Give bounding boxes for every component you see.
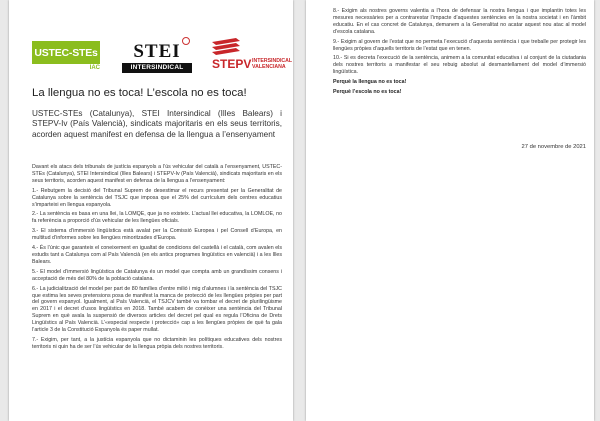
body-paragraph: 5.- El model d’immersió lingüística de Catalunya és un model que compta amb un grandíssim consens i acceptació de més del 80% de la població catalana.	[32, 268, 282, 282]
document-page-right	[306, 0, 594, 421]
document-page-left	[9, 0, 293, 421]
stei-logo	[122, 41, 192, 75]
body-paragraph: 10.- Si es decreta l’execució de la sentència, animem a la comunitat educativa i al conjunt de la ciutadania dels nostres territoris a manifestar el seu rebuig absolut al desmantellament del model d’immersió lingüística.	[333, 55, 586, 76]
body-paragraph: 6.- La judicialització del model per part de 80 famílies d’entre milió i mig d’alumnes i la sentència del TSJC que estima les seves pretensions posa de manifest la manca de protecció de les llengües pròpies per part del govern espanyol. Igualment, al País Valencià, el TSJCV també va tombar el decret de plurilingüisme en 2017 i el decret d’usos lingüístics en 2018. També acabem de conèixer una sentència del Tribunal Suprem en què avala la suspensió de diversos articles del decret pel qual es regula l’Oficina de Drets Lingüístics al País Valencià. L’«especial respecte i protecció» cap a les llengües pròpies de què fa gala l’article 3 de la Constitució Espanyola és paper mullat.	[32, 285, 282, 334]
right-body	[333, 8, 586, 99]
body-paragraph: 4.- És l’únic que garanteix el coneixement en igualtat de condicions del castellà i el català, com avalen els estudis tant a Catalunya com al País Valencià (en els antics programes lingüístics en valencià) i a les Illes Balears.	[32, 245, 282, 265]
body-paragraph: 2.- La sentència es basa en una llei, la LOMQE, que ja no existeix. L’actual llei educativa, la LOMLOE, no fa referència a proporció d’ús vehicular de les llengües oficials.	[32, 211, 282, 225]
closing-line: Perquè la llengua no es toca!	[333, 79, 407, 86]
left-body	[32, 164, 282, 354]
ustec-logo-sub: IAC	[89, 65, 100, 71]
stei-mark-icon	[182, 37, 190, 45]
document-date: 27 de novembre de 2021	[521, 144, 586, 150]
ustec-logo-text: USTEC-STEs	[32, 41, 100, 64]
body-paragraph: Davant els atacs dels tribunals de justícia espanyols a l’ús vehicular del català a l’ensenyament, USTEC-STEs (Catalunya), STEI Intersindical (Illes Balears) i STEPV-Iv (País Valencià), sindicats majoritaris en els seus territoris, acorden aquest manifest en defensa de la llengua a l’ensenyament:	[32, 164, 282, 184]
stepv-logo-sub	[252, 58, 292, 70]
body-paragraph: 1.- Rebutgem la decisió del Tribunal Suprem de desestimar el recurs presentat per la Generalitat de Catalunya sobre la sentència del TSJC que imposa que el 25% del currículum dels centres educatius s’imparteixi en llengua espanyola.	[32, 187, 282, 208]
stepv-logo-text: STEPV	[212, 57, 252, 71]
logo-bar	[32, 41, 293, 75]
intro-paragraph: USTEC-STEs (Catalunya), STEI Intersindical (Illes Balears) i STEPV-Iv (País Valencià), sindicats majoritaris en els seus territoris, acorden aquest manifest en defensa de la llengua a l’ensenyament	[32, 109, 282, 139]
stepv-logo-sub-line: VALENCIANA	[252, 64, 286, 70]
body-paragraph: 7.- Exigim, per tant, a la justícia espanyola que no dictaminin les polítiques educatives dels nostres territoris ni quin ha de ser l’ús vehicular de la llengua pròpia dels nostres territoris.	[32, 336, 282, 350]
body-paragraph: 9.- Exigim al govern de l’estat que no permeta l’execució d’aquesta sentència i que treballe per protegir les llengües pròpies d’aquells territoris de l’estat que en tenen.	[333, 38, 586, 52]
stepv-logo	[212, 41, 293, 75]
document-title: La llengua no es toca! L’escola no es toca!	[32, 87, 247, 99]
closing-line: Perquè l’escola no es toca!	[333, 89, 402, 96]
body-paragraph: 3.- El sistema d’immersió lingüística està avalat per la Comissió Europea i pel Consell d’Europa, en multitud d’informes sobre les llengües minoritzades d’Europa.	[32, 228, 282, 242]
stei-logo-text: STEI	[133, 41, 181, 62]
stepv-flag-icon	[212, 38, 240, 56]
body-paragraph: 8.- Exigim als nostres governs valentia a l’hora de defensar la nostra llengua i que implantin totes les mesures necessàries per a contrarestar l’impacte d’aquestes sentències en la nostra societat i en l’àmbit educatiu. En el cas concret de Catalunya, demanem a la Generalitat no acatar aquest nou atac al model d’escola catalana.	[333, 8, 586, 35]
ustec-logo	[32, 41, 100, 75]
stei-logo-sub: INTERSINDICAL	[122, 63, 192, 73]
stepv-logo-sub-line: INTERSINDICAL	[252, 58, 293, 64]
